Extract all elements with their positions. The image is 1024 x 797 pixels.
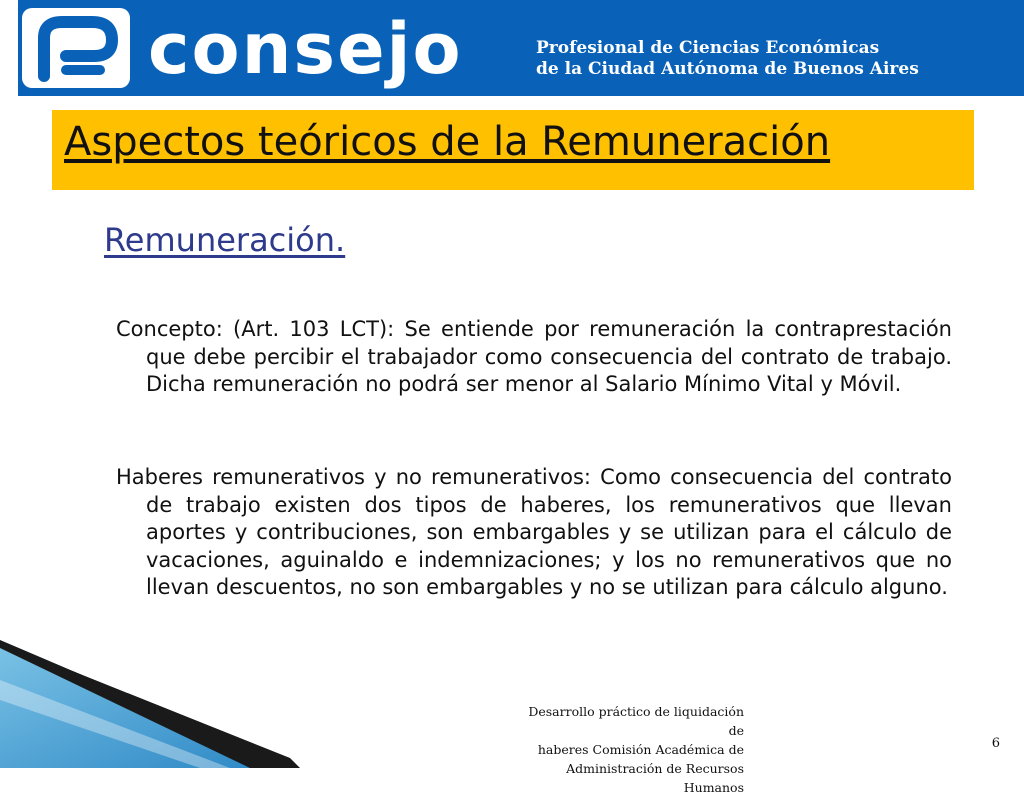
page-number: 6	[991, 736, 1000, 751]
footer-caption	[520, 702, 744, 797]
logo-subtitle-line-2: de la Ciudad Autónoma de Buenos Aires	[536, 59, 919, 79]
slide-subtitle: Remuneración.	[104, 221, 346, 259]
paragraph-concepto	[116, 316, 952, 399]
slide-title: Aspectos teóricos de la Remuneración	[64, 119, 831, 165]
paragraph-lead: Haberes remunerativos y no remunerativos:	[116, 465, 592, 489]
logo-subtitle-line-1: Profesional de Ciencias Económicas	[536, 38, 880, 58]
footer-line-2: haberes Comisión Académica de	[537, 742, 744, 757]
paragraph-body: Como consecuencia del contrato de trabajo existen dos tipos de haberes, los remunerativos que llevan aportes y contribuciones, son embargables y se utilizan para el cálculo de vacaciones, aguinaldo e indemnizaciones; y los no remunerativos que no llevan descuentos, no son embargables y no se utilizan para cálculo alguno.	[146, 465, 952, 599]
paragraph-haberes	[116, 464, 952, 602]
paragraph-body: (Art. 103 LCT): Se entiende por remuneración la contraprestación que debe percibir el trabajador como consecuencia del contrato de trabajo. Dicha remuneración no podrá ser menor al Salario Mínimo Vital y Móvil.	[146, 317, 952, 396]
decorative-swoosh	[0, 640, 480, 768]
paragraph-lead: Concepto:	[116, 317, 223, 341]
logo-wordmark: consejo	[148, 8, 463, 90]
consejo-logo-icon	[22, 8, 130, 88]
footer-line-1: Desarrollo práctico de liquidación de	[528, 704, 744, 738]
logo-subtitle	[536, 38, 919, 80]
footer-line-3: Administración de Recursos Humanos	[566, 761, 744, 795]
